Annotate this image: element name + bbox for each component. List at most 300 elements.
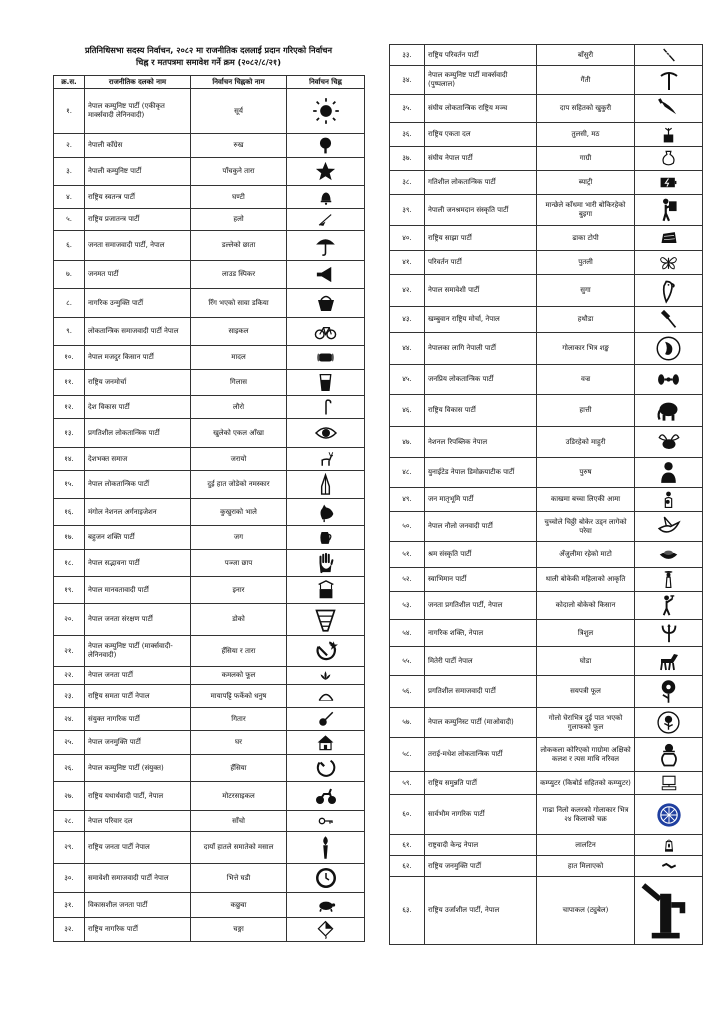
serial-number: ६०. <box>390 795 425 835</box>
rose-icon <box>656 710 681 735</box>
serial-number: २२. <box>54 667 85 685</box>
lantern-icon <box>661 837 677 853</box>
right-panel <box>389 44 702 945</box>
serial-number: ५४. <box>390 620 425 647</box>
kalash-icon <box>655 741 683 769</box>
symbol-name: अँजुलीमा रहेको माटो <box>537 542 635 568</box>
party-name: तराई-मधेश लोकतान्त्रिक पार्टी <box>425 738 537 772</box>
table-row <box>390 856 703 877</box>
party-name: राष्ट्रिय प्रजातन्त्र पार्टी <box>85 209 191 231</box>
symbol-name: गितार <box>191 708 287 731</box>
table-row <box>54 261 365 289</box>
serial-number: २५. <box>54 731 85 755</box>
symbol-name: भित्ते घडी <box>191 864 287 893</box>
serial-number: ३३. <box>390 45 425 66</box>
party-name: मितेरी पार्टी नेपाल <box>425 647 537 676</box>
serial-number: ३१. <box>54 893 85 918</box>
symbol-cell <box>635 333 703 365</box>
handpump-icon <box>635 877 702 944</box>
symbol-name: घण्टी <box>191 186 287 209</box>
woman-thali-icon <box>659 570 678 589</box>
symbol-name: गिलास <box>191 370 287 396</box>
party-name: राष्ट्रिय नागरिक पार्टी <box>85 918 191 942</box>
symbol-name: घोडा <box>537 647 635 676</box>
symbol-cell <box>635 171 703 195</box>
party-name: जन मातृभूमि पार्टी <box>425 488 537 512</box>
symbol-cell <box>287 893 365 918</box>
table-row <box>390 877 703 945</box>
table-row <box>390 542 703 568</box>
symbol-cell <box>287 636 365 667</box>
party-name: नेपाल मानवतावादी पार्टी <box>85 577 191 604</box>
table-row <box>54 708 365 731</box>
serial-number: ३२. <box>54 918 85 942</box>
symbol-cell <box>287 604 365 636</box>
serial-number: ३७. <box>390 147 425 171</box>
symbol-cell <box>287 755 365 782</box>
party-name: देश विकास पार्टी <box>85 396 191 419</box>
symbol-name: खुलेको एकल आँखा <box>191 419 287 448</box>
serial-number: ४. <box>54 186 85 209</box>
party-name: प्रगतिशील लोकतान्त्रिक पार्टी <box>85 419 191 448</box>
symbol-name: साइकल <box>191 318 287 346</box>
serial-number: ५. <box>54 209 85 231</box>
party-name: नेपाल जनमुक्ति पार्टी <box>85 731 191 755</box>
symbol-name: कम्प्युटर (किबोर्ड सहितको कम्प्युटर) <box>537 772 635 795</box>
party-name: खम्बुवान राष्ट्रिय मोर्चा, नेपाल <box>425 307 537 333</box>
open-hand-icon <box>315 552 337 574</box>
bow-icon <box>317 687 335 705</box>
table-row <box>390 795 703 835</box>
symbol-cell <box>635 488 703 512</box>
table-row <box>54 893 365 918</box>
party-name: नेशनल रिपब्लिक नेपाल <box>425 427 537 458</box>
symbol-cell <box>635 66 703 95</box>
party-name: नेपाल समावेशी पार्टी <box>425 275 537 307</box>
symbol-name: दाप सहितको खुकुरी <box>537 95 635 123</box>
symbol-name: लाउड स्पिकर <box>191 261 287 289</box>
symbol-cell <box>287 396 365 419</box>
table-row <box>390 171 703 195</box>
symbol-cell <box>287 89 365 134</box>
symbol-name: मायापट्टि फर्केको धनुष <box>191 685 287 708</box>
party-name: जनप्रिय लोकतान्त्रिक पार्टी <box>425 365 537 395</box>
serial-number: २१. <box>54 636 85 667</box>
symbol-name: इनार <box>191 577 287 604</box>
serial-number: ३. <box>54 158 85 186</box>
serial-number: ५८. <box>390 738 425 772</box>
party-name: नेपाल मजदुर किसान पार्टी <box>85 346 191 370</box>
serial-number: ३०. <box>54 864 85 893</box>
star-icon <box>314 160 337 183</box>
symbol-cell <box>635 45 703 66</box>
symbol-name: लोककला कोरिएको गाग्रोमा अक्षिको कलश र त्यस माथि नरिवल <box>537 738 635 772</box>
serial-number: ३९. <box>390 195 425 226</box>
party-name: राष्ट्रिय जनमुक्ति पार्टी <box>425 856 537 877</box>
farmer-icon <box>657 594 680 617</box>
symbol-cell <box>635 195 703 226</box>
party-name: नेपाल कम्युनिष्ट पार्टी (मार्क्सवादी-लेनिनवादी) <box>85 636 191 667</box>
party-name: राष्ट्रिय एकता दल <box>425 123 537 147</box>
serial-number: ३५. <box>390 95 425 123</box>
symbol-name: हथौडा <box>537 307 635 333</box>
table-row <box>54 685 365 708</box>
serial-number: ६२. <box>390 856 425 877</box>
serial-number: ४९. <box>390 488 425 512</box>
jug-icon <box>316 528 335 547</box>
symbol-cell <box>635 395 703 427</box>
glass-icon <box>315 372 336 393</box>
sickle-icon <box>315 757 337 779</box>
symbol-cell <box>635 365 703 395</box>
symbol-cell <box>635 512 703 542</box>
symbol-cell <box>287 864 365 893</box>
party-name: नेपाल लोकतान्त्रिक पार्टी <box>85 471 191 499</box>
flute-icon <box>661 47 677 63</box>
table-row <box>54 471 365 499</box>
document-title <box>53 44 364 68</box>
table-row <box>54 667 365 685</box>
table-row <box>390 307 703 333</box>
table-row <box>54 550 365 577</box>
table-row <box>390 488 703 512</box>
symbol-cell <box>287 832 365 864</box>
marigold-icon <box>655 678 682 705</box>
symbol-cell <box>635 647 703 676</box>
table-row <box>390 226 703 251</box>
table-row <box>390 568 703 592</box>
symbol-cell <box>635 95 703 123</box>
symbol-name: ब्याट्री <box>537 171 635 195</box>
symbol-cell <box>635 795 703 835</box>
serial-number: ४२. <box>390 275 425 307</box>
parrot-icon <box>655 277 682 304</box>
table-row <box>390 835 703 856</box>
serial-number: १. <box>54 89 85 134</box>
serial-number: ६. <box>54 231 85 261</box>
table-row <box>54 89 365 134</box>
symbol-cell <box>635 856 703 877</box>
header-symbol-name: निर्वाचन चिह्नको नाम <box>191 76 287 89</box>
table-row <box>390 123 703 147</box>
sickle-star-icon <box>313 638 339 664</box>
symbol-name: रुख <box>191 134 287 158</box>
serial-number: २४. <box>54 708 85 731</box>
sun-icon <box>312 97 340 125</box>
well-icon <box>315 579 337 601</box>
symbol-cell <box>287 346 365 370</box>
serial-number: २८. <box>54 811 85 832</box>
party-name: नेपाल कम्युनिष्ट पार्टी मार्क्सवादी (पुष्पलाल) <box>425 66 537 95</box>
eye-icon <box>314 421 338 445</box>
serial-number: ४७. <box>390 427 425 458</box>
party-name: नेपाल सद्भावना पार्टी <box>85 550 191 577</box>
table-row <box>390 95 703 123</box>
chakra-icon <box>655 801 683 829</box>
left-table-body <box>54 89 365 942</box>
title-line-1: प्रतिनिधिसभा सदस्य निर्वाचन, २०८२ मा राजनीतिक दललाई प्रदान गरिएको निर्वाचन <box>84 45 333 55</box>
symbol-cell <box>635 620 703 647</box>
symbol-name: लालटिन <box>537 835 635 856</box>
title-line-2: चिह्न र मतपत्रमा समावेश गर्ने क्रम (२०८२/८/२१) <box>136 57 281 67</box>
party-name: नागरिक शक्ति, नेपाल <box>425 620 537 647</box>
table-row <box>390 676 703 708</box>
symbol-name: गोलो घेराभित्र दुई पात भएको गुलाफको फूल <box>537 708 635 738</box>
party-name: संयुक्त नागरिक पार्टी <box>85 708 191 731</box>
butterfly-icon <box>659 253 678 272</box>
symbol-cell <box>635 772 703 795</box>
symbol-cell <box>287 782 365 811</box>
table-row <box>54 811 365 832</box>
symbol-cell <box>635 835 703 856</box>
table-row <box>390 772 703 795</box>
table-row <box>54 289 365 318</box>
symbol-cell <box>287 731 365 755</box>
table-row <box>54 231 365 261</box>
rooster-icon <box>315 501 337 523</box>
symbol-name: साँचो <box>191 811 287 832</box>
party-name: नेपालका लागि नेपाली पार्टी <box>425 333 537 365</box>
tortoise-icon <box>316 895 336 915</box>
serial-number: ६३. <box>390 877 425 945</box>
table-row <box>390 620 703 647</box>
party-name: नेपाल कम्युनिस्ट पार्टी (माओवादी) <box>425 708 537 738</box>
symbol-cell <box>635 427 703 458</box>
serial-number: ६१. <box>390 835 425 856</box>
party-name: राष्ट्रिय जनता पार्टी नेपाल <box>85 832 191 864</box>
serial-number: ५७. <box>390 708 425 738</box>
party-name: नेपाल नौलो जनवादी पार्टी <box>425 512 537 542</box>
table-row <box>54 731 365 755</box>
party-name: संघीय लोकतान्त्रिक राष्ट्रिय मञ्च <box>425 95 537 123</box>
party-name: लोकतान्त्रिक समाजवादी पार्टी नेपाल <box>85 318 191 346</box>
party-name: मंगोल नेशनल अर्गनाइजेशन <box>85 499 191 526</box>
khukuri-icon <box>657 97 680 120</box>
serial-number: १४. <box>54 448 85 471</box>
party-name: बहुजन शक्ति पार्टी <box>85 526 191 550</box>
table-row <box>390 66 703 95</box>
symbol-name: चङ्गा <box>191 918 287 942</box>
symbol-name: पुरुष <box>537 458 635 488</box>
table-row <box>54 419 365 448</box>
serial-number: ४०. <box>390 226 425 251</box>
symbol-name: थाली बोकेकी महिलाको आकृति <box>537 568 635 592</box>
symbol-cell <box>635 708 703 738</box>
symbol-cell <box>287 231 365 261</box>
party-name: नेपाली जनश्रमदान संस्कृति पार्टी <box>425 195 537 226</box>
symbol-name: डोको <box>191 604 287 636</box>
table-header-row <box>54 76 365 89</box>
serial-number: ७. <box>54 261 85 289</box>
symbol-cell <box>287 667 365 685</box>
symbol-cell <box>287 471 365 499</box>
symbol-cell <box>635 676 703 708</box>
serial-number: ११. <box>54 370 85 396</box>
battery-icon <box>659 173 678 192</box>
house-icon <box>316 733 335 752</box>
symbol-name: सुगा <box>537 275 635 307</box>
symbol-name: बाँसुरी <box>537 45 635 66</box>
party-name: युनाईटेड नेपाल डिमोक्रयाटीक पार्टी <box>425 458 537 488</box>
serial-number: ५५. <box>390 647 425 676</box>
symbol-cell <box>635 251 703 275</box>
serial-number: ३४. <box>390 66 425 95</box>
serial-number: २०. <box>54 604 85 636</box>
gagri-pot-icon <box>659 149 678 168</box>
serial-number: १२. <box>54 396 85 419</box>
party-name: राष्ट्रवादी केन्द्र नेपाल <box>425 835 537 856</box>
table-row <box>390 45 703 66</box>
symbol-name: कमलको फूल <box>191 667 287 685</box>
computer-icon <box>660 774 678 792</box>
symbol-cell <box>635 877 703 945</box>
symbol-cell <box>635 123 703 147</box>
symbol-name: ढाका टोपी <box>537 226 635 251</box>
deer-icon <box>317 450 335 468</box>
table-row <box>390 738 703 772</box>
party-name: राष्ट्रिय समता पार्टी नेपाल <box>85 685 191 708</box>
party-name: राष्ट्रिय उर्जाशील पार्टी, नेपाल <box>425 877 537 945</box>
symbol-cell <box>287 685 365 708</box>
doko-basket-icon <box>312 606 339 633</box>
serial-number: ८. <box>54 289 85 318</box>
header-symbol: निर्वाचन चिह्न <box>287 76 365 89</box>
symbol-name: लौरो <box>191 396 287 419</box>
table-row <box>390 592 703 620</box>
symbol-name: उडिरहेको माहुरी <box>537 427 635 458</box>
symbol-name: हँसिया <box>191 755 287 782</box>
walking-stick-icon <box>317 398 335 416</box>
party-name: राष्ट्रिय स्वतन्त्र पार्टी <box>85 186 191 209</box>
trident-icon <box>658 622 680 644</box>
symbol-cell <box>635 147 703 171</box>
party-name: संघीय नेपाल पार्टी <box>425 147 537 171</box>
bell-icon <box>317 188 335 206</box>
party-name: समावेशी समाजवादी पार्टी नेपाल <box>85 864 191 893</box>
dhaka-topi-icon <box>659 228 679 248</box>
symbol-name: डल्लेको छाता <box>191 231 287 261</box>
table-row <box>390 708 703 738</box>
table-row <box>390 395 703 427</box>
serial-number: २९. <box>54 832 85 864</box>
party-name: नेपाल कम्युनिष्ट पार्टी (एकीकृत मार्क्सवादी लेनिनवादी) <box>85 89 191 134</box>
symbol-name: मोटरसाइकल <box>191 782 287 811</box>
man-icon <box>656 460 681 485</box>
table-row <box>390 195 703 226</box>
guitar-icon <box>317 710 335 728</box>
serial-number: ४४. <box>390 333 425 365</box>
symbol-cell <box>287 708 365 731</box>
elephant-icon <box>655 397 682 424</box>
symbol-name: गोलाकार भित्र शङ्ख <box>537 333 635 365</box>
party-name: परिवर्तन पार्टी <box>425 251 537 275</box>
symbol-name: हात्ती <box>537 395 635 427</box>
table-row <box>54 526 365 550</box>
umbrella-icon <box>313 233 338 258</box>
symbol-cell <box>287 318 365 346</box>
porter-icon <box>656 197 682 223</box>
party-name: राष्ट्रिय परिवर्तन पार्टी <box>425 45 537 66</box>
symbol-cell <box>287 811 365 832</box>
table-row <box>54 396 365 419</box>
table-row <box>390 427 703 458</box>
serial-number: ४५. <box>390 365 425 395</box>
table-row <box>390 647 703 676</box>
table-row <box>54 918 365 942</box>
table-row <box>54 318 365 346</box>
table-row <box>54 864 365 893</box>
namaste-hands-icon <box>314 473 337 496</box>
symbol-name: पाँचकुने तारा <box>191 158 287 186</box>
table-row <box>54 134 365 158</box>
symbol-name: दुई हात जोडेको नमस्कार <box>191 471 287 499</box>
symbol-cell <box>635 568 703 592</box>
party-name: नागरिक उन्मुक्ति पार्टी <box>85 289 191 318</box>
serial-number: १०. <box>54 346 85 370</box>
party-name: नेपाल जनता संरक्षण पार्टी <box>85 604 191 636</box>
table-row <box>390 333 703 365</box>
party-name: स्वाभिमान पार्टी <box>425 568 537 592</box>
right-table-body <box>390 45 703 945</box>
table-row <box>54 158 365 186</box>
table-row <box>54 636 365 667</box>
party-name: जनमत पार्टी <box>85 261 191 289</box>
symbol-name: पुतली <box>537 251 635 275</box>
symbol-name: वज्र <box>537 365 635 395</box>
serial-number: ४६. <box>390 395 425 427</box>
basket-icon <box>314 291 338 315</box>
symbol-cell <box>635 738 703 772</box>
table-row <box>54 755 365 782</box>
symbol-name: मादल <box>191 346 287 370</box>
symbol-cell <box>635 458 703 488</box>
table-row <box>54 209 365 231</box>
party-name: राष्ट्रिय यथार्थवादी पार्टी, नेपाल <box>85 782 191 811</box>
symbol-cell <box>287 918 365 942</box>
serial-number: ५६. <box>390 676 425 708</box>
symbol-cell <box>287 158 365 186</box>
symbol-cell <box>287 526 365 550</box>
madal-drum-icon <box>316 348 335 367</box>
party-name: नेपाल परिवार दल <box>85 811 191 832</box>
symbol-name: तुलसी, मठ <box>537 123 635 147</box>
symbol-name: त्रिशुल <box>537 620 635 647</box>
symbol-cell <box>635 592 703 620</box>
serial-number: ४८. <box>390 458 425 488</box>
serial-number: ३६. <box>390 123 425 147</box>
symbol-name: जरायो <box>191 448 287 471</box>
symbol-cell <box>287 448 365 471</box>
table-row <box>390 365 703 395</box>
table-row <box>54 186 365 209</box>
party-name: राष्ट्रिय साझा पार्टी <box>425 226 537 251</box>
serial-number: १७. <box>54 526 85 550</box>
tulsi-math-icon <box>659 125 678 144</box>
vajra-icon <box>656 367 681 392</box>
party-name: जनता समाजवादी पार्टी, नेपाल <box>85 231 191 261</box>
symbol-cell <box>635 275 703 307</box>
table-row <box>54 832 365 864</box>
party-name: नेपाली काँग्रेस <box>85 134 191 158</box>
symbol-name: गाढा निलो कलरको गोलाकार भित्र २४ किलाको चक्र <box>537 795 635 835</box>
serial-number: ५१. <box>390 542 425 568</box>
symbol-name: गाग्री <box>537 147 635 171</box>
party-name: विकासशील जनता पार्टी <box>85 893 191 918</box>
symbol-name: कुखुराको भाले <box>191 499 287 526</box>
mother-child-icon <box>659 490 678 509</box>
symbol-cell <box>635 542 703 568</box>
bee-icon <box>656 429 682 455</box>
